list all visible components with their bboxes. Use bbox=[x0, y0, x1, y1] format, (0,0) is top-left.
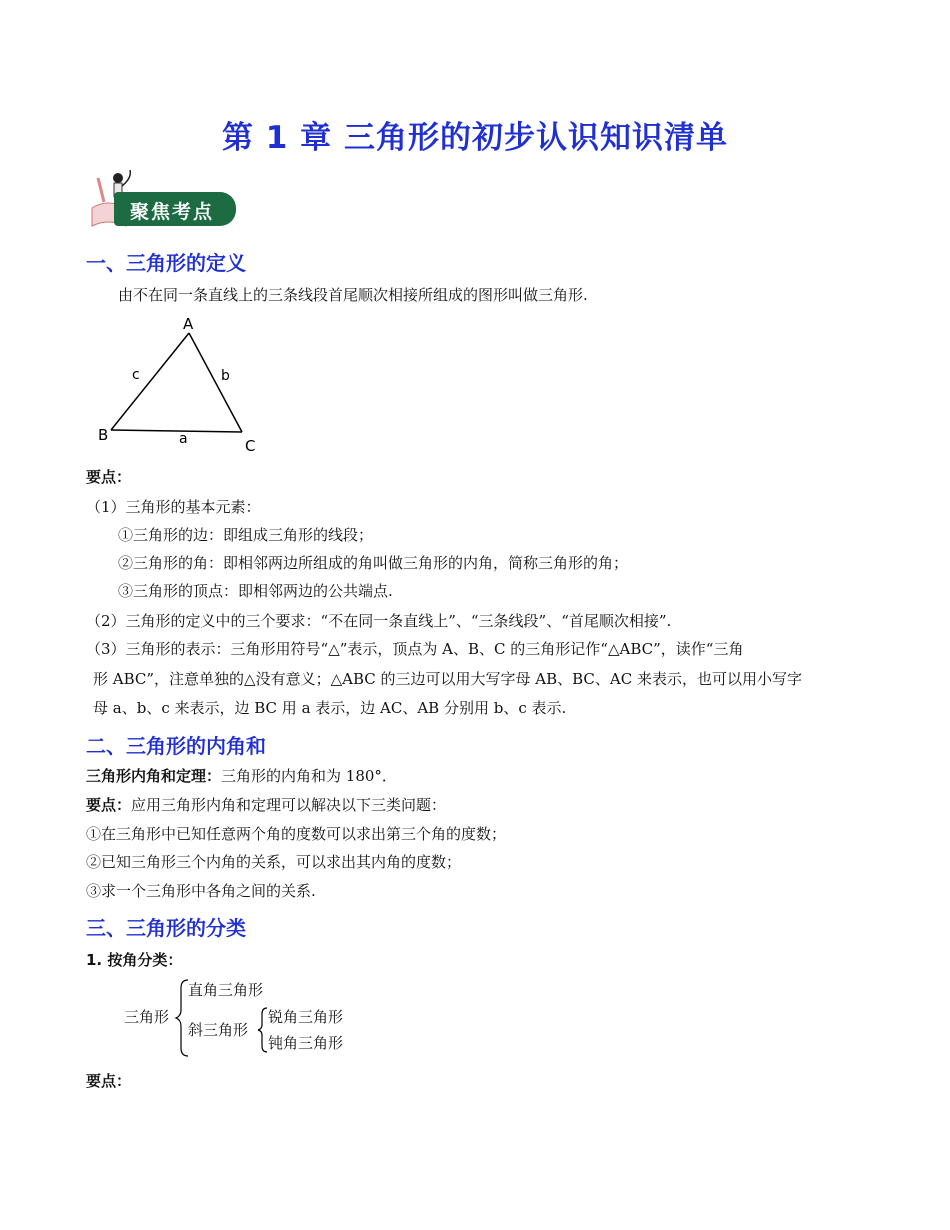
definition-text: 由不在同一条直线上的三条线段首尾顺次相接所组成的图形叫做三角形. bbox=[118, 286, 588, 304]
vertex-b-label: B bbox=[98, 426, 109, 444]
side-b-label: b bbox=[221, 368, 230, 384]
class-root: 三角形 bbox=[124, 1008, 170, 1026]
point-1a: ①三角形的边：即组成三角形的线段； bbox=[118, 526, 374, 544]
point-1c: ③三角形的顶点：即相邻两边的公共端点. bbox=[118, 582, 393, 600]
side-a-label: a bbox=[179, 431, 188, 447]
point-3-line-2: 形 ABC”，注意单独的△没有意义；△ABC 的三边可以用大写字母 AB、BC、AC 来表示，也可以用小写字 bbox=[93, 670, 802, 688]
section-heading-angle-sum: 二、三角形的内角和 bbox=[86, 734, 266, 758]
page-title: 第 1 章 三角形的初步认识知识清单 bbox=[222, 120, 728, 156]
badge-label: 聚焦考点 bbox=[130, 201, 215, 223]
point-3-line-1: （3）三角形的表示：三角形用符号“△”表示，顶点为 A、B、C 的三角形记作“△ABC”，读作“三角 bbox=[86, 640, 744, 658]
class-oblique: 斜三角形 bbox=[188, 1021, 249, 1039]
key-line-2 bbox=[86, 795, 446, 815]
vertex-c-label: C bbox=[245, 437, 256, 455]
class-right: 直角三角形 bbox=[188, 981, 264, 999]
class-acute: 锐角三角形 bbox=[268, 1008, 344, 1026]
side-c-label: c bbox=[132, 367, 140, 383]
theorem-label: 三角形内角和定理： bbox=[86, 767, 222, 785]
vertex-a-label: A bbox=[183, 315, 194, 333]
side-c bbox=[111, 333, 189, 430]
key-points-label-2: 要点： bbox=[86, 796, 132, 814]
triangle-figure bbox=[92, 312, 272, 460]
by-angle-label: 1. 按角分类： bbox=[86, 951, 183, 969]
key-points-label: 要点： bbox=[86, 468, 132, 486]
angle-item-3: ③求一个三角形中各角之间的关系. bbox=[86, 882, 316, 900]
class-obtuse: 钝角三角形 bbox=[268, 1034, 344, 1052]
section-heading-definition: 一、三角形的定义 bbox=[86, 251, 246, 275]
theorem-line bbox=[86, 766, 397, 786]
key-points-label-3: 要点： bbox=[86, 1072, 132, 1090]
point-2: （2）三角形的定义中的三个要求：“不在同一条直线上”、“三条线段”、“首尾顺次相接”. bbox=[86, 612, 672, 630]
section-heading-classification: 三、三角形的分类 bbox=[86, 916, 246, 940]
angle-item-1: ①在三角形中已知任意两个角的度数可以求出第三个角的度数； bbox=[86, 825, 507, 843]
side-a bbox=[111, 430, 242, 432]
point-3-line-3: 母 a、b、c 来表示，边 BC 用 a 表示，边 AC、AB 分别用 b、c 表示. bbox=[93, 699, 567, 717]
key-text-2: 应用三角形内角和定理可以解决以下三类问题： bbox=[131, 796, 447, 814]
point-1b: ②三角形的角：即相邻两边所组成的角叫做三角形的内角，简称三角形的角； bbox=[118, 554, 629, 572]
point-1: （1）三角形的基本元素： bbox=[86, 498, 261, 516]
angle-item-2: ②已知三角形三个内角的关系，可以求出其内角的度数； bbox=[86, 853, 462, 871]
side-b bbox=[189, 333, 242, 432]
focus-badge bbox=[88, 168, 238, 230]
theorem-text: 三角形的内角和为 180°． bbox=[221, 767, 397, 785]
